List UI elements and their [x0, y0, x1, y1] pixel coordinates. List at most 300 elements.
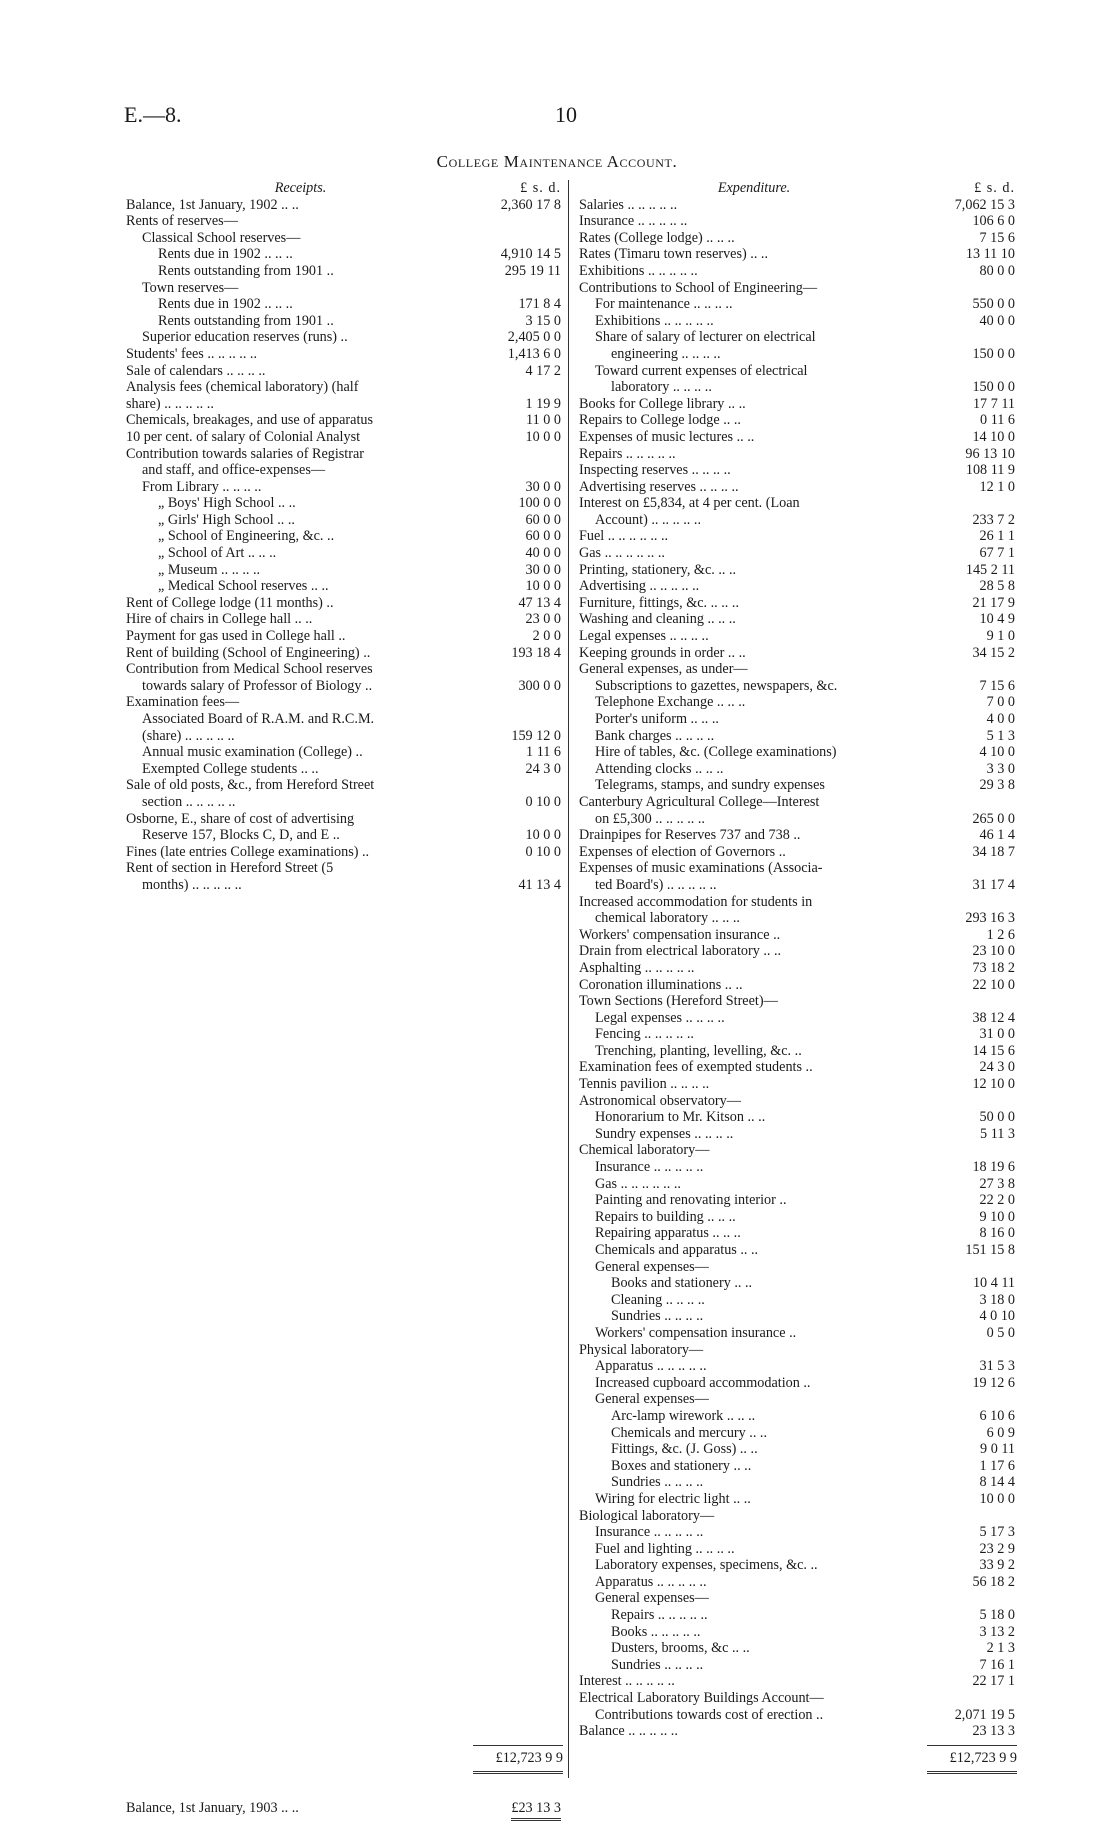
receipts-item-amount: 24 3 0 [525, 760, 561, 777]
expenditure-item-label: Painting and renovating interior .. [595, 1192, 787, 1209]
receipts-row [126, 761, 563, 778]
account-title: College Maintenance Account. [436, 152, 678, 171]
expenditure-item-amount: 18 19 6 [972, 1159, 1015, 1176]
receipts-item-label: share) .. .. .. .. .. [126, 395, 214, 412]
expenditure-row [579, 346, 1017, 363]
expenditure-item-label: Account) .. .. .. .. .. [595, 511, 701, 528]
receipts-item-label: Sale of old posts, &c., from Hereford Street [126, 777, 375, 794]
receipts-item-amount: 0 10 0 [525, 843, 561, 860]
receipts-item-label: Payment for gas used in College hall .. [126, 628, 346, 645]
expenditure-item-amount: 3 3 0 [986, 760, 1015, 777]
receipts-item-label: „ Medical School reserves .. .. [158, 578, 329, 595]
expenditure-item-label: engineering .. .. .. .. [611, 345, 721, 362]
expenditure-item-label: Furniture, fittings, &c. .. .. .. [579, 594, 739, 611]
expenditure-item-amount: 6 0 9 [986, 1424, 1015, 1441]
expenditure-item-amount: 4 0 0 [986, 711, 1015, 727]
expenditure-item-label: Porter's uniform .. .. .. [595, 711, 719, 727]
expenditure-item-label: Gas .. .. .. .. .. .. [595, 1175, 681, 1192]
receipts-item-label: Rents outstanding from 1901 .. [158, 312, 334, 329]
expenditure-item-amount: 33 9 2 [979, 1557, 1015, 1574]
expenditure-row [579, 329, 1017, 346]
expenditure-item-label: on £5,300 .. .. .. .. .. [595, 810, 705, 827]
expenditure-row [579, 927, 1017, 944]
expenditure-item-amount: 7 16 1 [979, 1656, 1015, 1673]
expenditure-item-label: ted Board's) .. .. .. .. .. [595, 876, 717, 893]
expenditure-item-label: Repairs to College lodge .. .. [579, 412, 741, 429]
receipts-row [126, 429, 563, 446]
expenditure-item-label: Dusters, brooms, &c .. .. [611, 1640, 750, 1657]
expenditure-item-label: Fittings, &c. (J. Goss) .. .. [611, 1441, 758, 1458]
expenditure-item-label: Legal expenses .. .. .. .. [579, 628, 709, 645]
expenditure-item-amount: 28 5 8 [979, 578, 1015, 595]
receipts-item-label: Reserve 157, Blocks C, D, and E .. [142, 827, 340, 844]
receipts-item-amount: 40 0 0 [525, 545, 561, 562]
expenditure-row [579, 943, 1017, 960]
expenditure-row [579, 777, 1017, 794]
receipts-row [126, 479, 563, 496]
expenditure-row [579, 661, 1017, 678]
receipts-item-label: „ School of Art .. .. .. [158, 545, 277, 562]
expenditure-row [579, 711, 1017, 728]
expenditure-row [579, 1076, 1017, 1093]
receipts-row [126, 296, 563, 313]
receipts-row [126, 877, 563, 894]
expenditure-row [579, 1358, 1017, 1375]
expenditure-row [579, 1242, 1017, 1259]
receipts-item-amount: 4 17 2 [525, 362, 561, 379]
expenditure-row [579, 462, 1017, 479]
expenditure-row [579, 263, 1017, 280]
receipts-row [126, 230, 563, 247]
expenditure-item-label: Laboratory expenses, specimens, &c. .. [595, 1557, 818, 1574]
expenditure-item-label: Subscriptions to gazettes, newspapers, &c. [595, 677, 838, 694]
expenditure-item-label: Drainpipes for Reserves 737 and 738 .. [579, 827, 801, 844]
receipts-row [126, 844, 563, 861]
expenditure-row [579, 1209, 1017, 1226]
receipts-total-double-rule [473, 1771, 563, 1777]
expenditure-item-label: Town Sections (Hereford Street)— [579, 993, 778, 1010]
document-reference: E.—8. [124, 102, 182, 127]
expenditure-item-label: Increased cupboard accommodation .. [595, 1374, 811, 1391]
expenditure-heading: Expenditure. [717, 180, 791, 196]
receipts-item-amount: 60 0 0 [525, 528, 561, 545]
receipts-item-label: Rents due in 1902 .. .. .. [158, 296, 293, 313]
expenditure-item-label: Honorarium to Mr. Kitson .. .. [595, 1109, 766, 1126]
expenditure-row [579, 1607, 1017, 1624]
expenditure-item-label: Canterbury Agricultural College—Interest [579, 793, 820, 810]
receipts-item-label: Fines (late entries College examinations) .. [126, 843, 370, 860]
expenditure-item-amount: 17 7 11 [972, 395, 1015, 412]
expenditure-row [579, 213, 1017, 230]
receipts-row [126, 545, 563, 562]
receipts-item-label: Balance, 1st January, 1902 .. .. [126, 196, 299, 213]
expenditure-item-amount: 5 18 0 [979, 1607, 1015, 1624]
closing-balance-label: Balance, 1st January, 1903 .. .. [126, 1800, 299, 1816]
expenditure-row [579, 1126, 1017, 1143]
expenditure-row [579, 1524, 1017, 1541]
receipts-item-label: „ School of Engineering, &c. .. [158, 528, 335, 545]
expenditure-item-amount: 108 11 9 [965, 462, 1015, 479]
expenditure-row [579, 1458, 1017, 1475]
receipts-item-amount: 4,910 14 5 [500, 246, 561, 263]
expenditure-row [579, 495, 1017, 512]
expenditure-item-label: Repairing apparatus .. .. .. [595, 1225, 741, 1242]
expenditure-item-amount: 23 13 3 [972, 1723, 1015, 1740]
expenditure-item-label: Expenses of music examinations (Associa- [579, 860, 823, 877]
expenditure-item-amount: 2,071 19 5 [954, 1706, 1015, 1723]
expenditure-row [579, 1590, 1017, 1607]
receipts-item-amount: 47 13 4 [518, 594, 561, 611]
receipts-item-label: Exempted College students .. .. [142, 760, 319, 777]
column-divider [568, 180, 569, 1778]
expenditure-item-amount: 73 18 2 [972, 959, 1015, 976]
expenditure-item-label: General expenses— [595, 1258, 709, 1275]
expenditure-row [579, 827, 1017, 844]
receipts-item-amount: 171 8 4 [518, 296, 561, 313]
expenditure-item-amount: 14 10 0 [972, 428, 1015, 445]
receipts-row [126, 694, 563, 711]
expenditure-item-amount: 293 16 3 [965, 910, 1015, 927]
expenditure-item-amount: 233 7 2 [972, 511, 1015, 528]
receipts-item-label: Contribution towards salaries of Registrar [126, 445, 364, 462]
expenditure-item-amount: 96 13 10 [965, 445, 1015, 462]
expenditure-item-amount: 265 0 0 [972, 810, 1015, 827]
receipts-row [126, 412, 563, 429]
expenditure-item-label: Tennis pavilion .. .. .. .. [579, 1076, 710, 1093]
receipts-item-label: Town reserves— [142, 279, 239, 296]
expenditure-row [579, 1225, 1017, 1242]
expenditure-item-amount: 46 1 4 [979, 827, 1015, 844]
expenditure-item-label: Salaries .. .. .. .. .. [579, 196, 678, 213]
receipts-item-amount: 30 0 0 [525, 478, 561, 495]
expenditure-item-amount: 31 5 3 [979, 1358, 1015, 1375]
receipts-row [126, 329, 563, 346]
receipts-item-amount: 30 0 0 [525, 561, 561, 578]
expenditure-item-amount: 34 15 2 [972, 644, 1015, 661]
expenditure-item-label: Coronation illuminations .. .. [579, 976, 743, 993]
expenditure-row [579, 1541, 1017, 1558]
expenditure-item-label: Expenses of election of Governors .. [579, 843, 786, 860]
receipts-item-label: Rent of building (School of Engineering) .. [126, 644, 371, 661]
receipts-item-label: Sale of calendars .. .. .. .. [126, 362, 266, 379]
receipts-item-label: and staff, and office-expenses— [142, 462, 326, 479]
expenditure-row [579, 977, 1017, 994]
expenditure-item-amount: 10 0 0 [979, 1490, 1015, 1507]
expenditure-row [579, 1292, 1017, 1309]
expenditure-item-label: Contributions to School of Engineering— [579, 279, 818, 296]
receipts-item-amount: 1 19 9 [525, 395, 561, 412]
expenditure-row [579, 1093, 1017, 1110]
expenditure-item-label: For maintenance .. .. .. .. [595, 296, 733, 313]
receipts-item-amount: 2,405 0 0 [507, 329, 561, 346]
receipts-item-amount: 10 0 0 [525, 428, 561, 445]
expenditure-item-label: Advertising .. .. .. .. .. [579, 578, 700, 595]
expenditure-item-amount: 24 3 0 [979, 1059, 1015, 1076]
expenditure-item-label: Inspecting reserves .. .. .. .. [579, 462, 731, 479]
expenditure-row [579, 512, 1017, 529]
expenditure-item-amount: 7,062 15 3 [954, 196, 1015, 213]
expenditure-row [579, 1640, 1017, 1657]
expenditure-item-amount: 9 1 0 [986, 628, 1015, 645]
receipts-item-label: Rent of section in Hereford Street (5 [126, 860, 334, 877]
expenditure-item-amount: 23 10 0 [972, 943, 1015, 960]
receipts-item-amount: 23 0 0 [525, 611, 561, 628]
expenditure-item-amount: 5 17 3 [979, 1524, 1015, 1541]
receipts-item-amount: 10 0 0 [525, 827, 561, 844]
expenditure-row [579, 1325, 1017, 1342]
expenditure-item-label: Insurance .. .. .. .. .. [595, 1524, 704, 1541]
expenditure-item-amount: 8 16 0 [979, 1225, 1015, 1242]
expenditure-item-label: laboratory .. .. .. .. [611, 379, 712, 396]
receipts-item-label: Hire of chairs in College hall .. .. [126, 611, 313, 628]
expenditure-item-amount: 3 13 2 [979, 1623, 1015, 1640]
expenditure-item-amount: 150 0 0 [972, 379, 1015, 396]
expenditure-row [579, 578, 1017, 595]
expenditure-item-amount: 14 15 6 [972, 1042, 1015, 1059]
expenditure-item-label: Apparatus .. .. .. .. .. [595, 1573, 707, 1590]
receipts-item-amount: 1 11 6 [526, 744, 561, 761]
receipts-item-amount: 295 19 11 [504, 262, 561, 279]
expenditure-item-label: Chemicals and mercury .. .. [611, 1424, 768, 1441]
expenditure-item-amount: 26 1 1 [979, 528, 1015, 545]
receipts-item-label: towards salary of Professor of Biology .. [142, 677, 373, 694]
expenditure-row [579, 1176, 1017, 1193]
receipts-row [126, 246, 563, 263]
expenditure-row [579, 1109, 1017, 1126]
expenditure-row [579, 844, 1017, 861]
expenditure-row [579, 1391, 1017, 1408]
expenditure-row [579, 1657, 1017, 1674]
expenditure-item-label: Physical laboratory— [579, 1341, 704, 1358]
expenditure-row [579, 545, 1017, 562]
expenditure-item-label: Fuel .. .. .. .. .. .. [579, 528, 669, 545]
expenditure-item-label: General expenses— [595, 1391, 709, 1408]
receipts-item-label: Classical School reserves— [142, 229, 301, 246]
receipts-item-label: Rents of reserves— [126, 213, 238, 230]
expenditure-row [579, 1026, 1017, 1043]
expenditure-row [579, 1192, 1017, 1209]
expenditure-item-amount: 550 0 0 [972, 296, 1015, 313]
expenditure-item-label: Printing, stationery, &c. .. .. [579, 561, 737, 578]
expenditure-item-amount: 7 15 6 [979, 677, 1015, 694]
expenditure-item-label: Repairs to building .. .. .. [595, 1208, 736, 1225]
expenditure-item-label: Fuel and lighting .. .. .. .. [595, 1540, 735, 1557]
expenditure-item-label: Rates (College lodge) .. .. .. [579, 229, 735, 246]
expenditure-item-label: Share of salary of lecturer on electrical [595, 329, 816, 346]
expenditure-item-label: Chemical laboratory— [579, 1142, 710, 1159]
expenditure-total-block [927, 1745, 1017, 1777]
receipts-row [126, 794, 563, 811]
expenditure-item-label: Astronomical observatory— [579, 1092, 741, 1109]
receipts-row [126, 860, 563, 877]
expenditure-item-label: Biological laboratory— [579, 1507, 715, 1524]
expenditure-item-amount: 12 1 0 [979, 478, 1015, 495]
expenditure-item-label: General expenses, as under— [579, 661, 748, 678]
expenditure-item-amount: 0 11 6 [980, 412, 1015, 429]
expenditure-item-label: Repairs .. .. .. .. .. [579, 445, 676, 462]
expenditure-row [579, 1159, 1017, 1176]
expenditure-row [579, 1010, 1017, 1027]
receipts-item-label: Contribution from Medical School reserves [126, 661, 373, 678]
receipts-row [126, 628, 563, 645]
receipts-item-label: Rent of College lodge (11 months) .. [126, 594, 334, 611]
expenditure-item-label: chemical laboratory .. .. .. [595, 910, 740, 927]
expenditure-item-amount: 31 17 4 [972, 876, 1015, 893]
expenditure-row [579, 794, 1017, 811]
receipts-item-amount: 11 0 0 [526, 412, 561, 429]
expenditure-item-amount: 56 18 2 [972, 1573, 1015, 1590]
receipts-row [126, 661, 563, 678]
expenditure-item-label: Asphalting .. .. .. .. .. [579, 959, 695, 976]
expenditure-item-label: Balance .. .. .. .. .. [579, 1723, 678, 1740]
expenditure-item-label: Insurance .. .. .. .. .. [579, 213, 688, 230]
expenditure-row [579, 694, 1017, 711]
expenditure-row [579, 1259, 1017, 1276]
expenditure-item-label: Examination fees of exempted students .. [579, 1059, 813, 1076]
expenditure-item-amount: 10 4 11 [972, 1275, 1015, 1292]
receipts-row [126, 346, 563, 363]
receipts-row [126, 611, 563, 628]
expenditure-item-label: Exhibitions .. .. .. .. .. [595, 312, 714, 329]
expenditure-row [579, 1474, 1017, 1491]
expenditure-item-label: Books for College library .. .. [579, 395, 746, 412]
receipts-row [126, 711, 563, 728]
expenditure-item-amount: 13 11 10 [965, 246, 1015, 263]
receipts-item-amount: 2,360 17 8 [500, 196, 561, 213]
expenditure-item-label: Hire of tables, &c. (College examinations) [595, 744, 837, 761]
expenditure-row [579, 1574, 1017, 1591]
expenditure-item-amount: 150 0 0 [972, 345, 1015, 362]
expenditure-row [579, 894, 1017, 911]
expenditure-item-label: Insurance .. .. .. .. .. [595, 1159, 704, 1176]
expenditure-row [579, 1557, 1017, 1574]
expenditure-item-amount: 22 17 1 [972, 1673, 1015, 1690]
expenditure-item-amount: 0 5 0 [986, 1324, 1015, 1341]
expenditure-row [579, 528, 1017, 545]
expenditure-item-amount: 9 0 11 [980, 1441, 1015, 1458]
expenditure-row [579, 628, 1017, 645]
expenditure-item-label: Advertising reserves .. .. .. .. [579, 478, 739, 495]
expenditure-item-label: Sundries .. .. .. .. [611, 1474, 704, 1491]
expenditure-item-amount: 6 10 6 [979, 1407, 1015, 1424]
expenditure-item-label: Cleaning .. .. .. .. [611, 1291, 705, 1308]
expenditure-row [579, 1308, 1017, 1325]
expenditure-row [579, 1375, 1017, 1392]
expenditure-row [579, 396, 1017, 413]
receipts-item-amount: 1,413 6 0 [507, 345, 561, 362]
receipts-item-label: Chemicals, breakages, and use of apparatus [126, 412, 374, 429]
expenditure-item-amount: 34 18 7 [972, 843, 1015, 860]
closing-balance-row [126, 1800, 563, 1817]
receipts-row [126, 462, 563, 479]
expenditure-row [579, 429, 1017, 446]
expenditure-row [579, 280, 1017, 297]
expenditure-item-amount: 27 3 8 [979, 1175, 1015, 1192]
expenditure-item-amount: 21 17 9 [972, 594, 1015, 611]
receipts-row [126, 827, 563, 844]
expenditure-row [579, 1342, 1017, 1359]
expenditure-item-amount: 106 6 0 [972, 213, 1015, 230]
expenditure-item-label: Apparatus .. .. .. .. .. [595, 1358, 707, 1375]
receipts-row [126, 744, 563, 761]
expenditure-row [579, 479, 1017, 496]
expenditure-row [579, 363, 1017, 380]
expenditure-row [579, 1690, 1017, 1707]
expenditure-item-label: Workers' compensation insurance .. [595, 1324, 797, 1341]
receipts-item-label: section .. .. .. .. .. [142, 793, 236, 810]
expenditure-row [579, 611, 1017, 628]
expenditure-item-label: Books .. .. .. .. .. [611, 1623, 701, 1640]
receipts-row [126, 313, 563, 330]
expenditure-row [579, 910, 1017, 927]
expenditure-item-label: Interest .. .. .. .. .. [579, 1673, 675, 1690]
expenditure-row [579, 1624, 1017, 1641]
receipts-row [126, 263, 563, 280]
expenditure-row [579, 379, 1017, 396]
expenditure-item-label: Rates (Timaru town reserves) .. .. [579, 246, 769, 263]
expenditure-item-amount: 7 15 6 [979, 229, 1015, 246]
expenditure-row [579, 860, 1017, 877]
expenditure-item-amount: 19 12 6 [972, 1374, 1015, 1391]
expenditure-item-label: Chemicals and apparatus .. .. [595, 1242, 759, 1258]
expenditure-item-amount: 67 7 1 [979, 545, 1015, 562]
expenditure-item-label: Increased accommodation for students in [579, 893, 813, 910]
expenditure-item-amount: 10 4 9 [979, 611, 1015, 628]
receipts-item-amount: 2 0 0 [532, 628, 561, 645]
expenditure-item-label: Books and stationery .. .. [611, 1275, 753, 1292]
expenditure-item-label: Gas .. .. .. .. .. .. [579, 545, 665, 562]
receipts-total: £12,723 9 9 [495, 1750, 563, 1766]
receipts-row [126, 645, 563, 662]
receipts-item-label: Students' fees .. .. .. .. .. [126, 345, 258, 362]
expenditure-item-label: Telegrams, stamps, and sundry expenses [595, 777, 825, 794]
receipts-item-label: Superior education reserves (runs) .. [142, 329, 348, 346]
receipts-item-label: „ Museum .. .. .. .. [158, 561, 261, 578]
page-number: 10 [555, 102, 577, 127]
expenditure-item-label: Electrical Laboratory Buildings Account— [579, 1690, 824, 1707]
receipts-row [126, 280, 563, 297]
expenditure-row [579, 313, 1017, 330]
expenditure-row [579, 246, 1017, 263]
expenditure-item-label: Sundry expenses .. .. .. .. [595, 1125, 734, 1142]
receipts-item-amount: 3 15 0 [525, 312, 561, 329]
receipts-item-amount: 100 0 0 [518, 495, 561, 512]
expenditure-item-amount: 50 0 0 [979, 1109, 1015, 1126]
receipts-item-amount: 60 0 0 [525, 511, 561, 528]
expenditure-row [579, 1441, 1017, 1458]
receipts-row [126, 495, 563, 512]
expenditure-row [579, 728, 1017, 745]
expenditure-row [579, 562, 1017, 579]
expenditure-item-label: Toward current expenses of electrical [595, 362, 808, 379]
expenditure-item-label: Sundries .. .. .. .. [611, 1308, 704, 1325]
expenditure-row [579, 993, 1017, 1010]
expenditure-item-amount: 23 2 9 [979, 1540, 1015, 1557]
expenditure-item-amount: 151 15 8 [965, 1242, 1015, 1258]
receipts-item-label: 10 per cent. of salary of Colonial Analyst [126, 428, 361, 445]
expenditure-row [579, 1142, 1017, 1159]
receipts-row [126, 678, 563, 695]
expenditure-item-label: Contributions towards cost of erection .. [595, 1706, 824, 1723]
expenditure-row [579, 1408, 1017, 1425]
expenditure-total-double-rule [927, 1771, 1017, 1777]
receipts-row [126, 446, 563, 463]
expenditure-header [579, 180, 1017, 197]
expenditure-total-rule [927, 1745, 1017, 1746]
expenditure-row [579, 744, 1017, 761]
expenditure-item-label: Expenses of music lectures .. .. [579, 428, 755, 445]
receipts-item-label: Analysis fees (chemical laboratory) (half [126, 379, 359, 396]
